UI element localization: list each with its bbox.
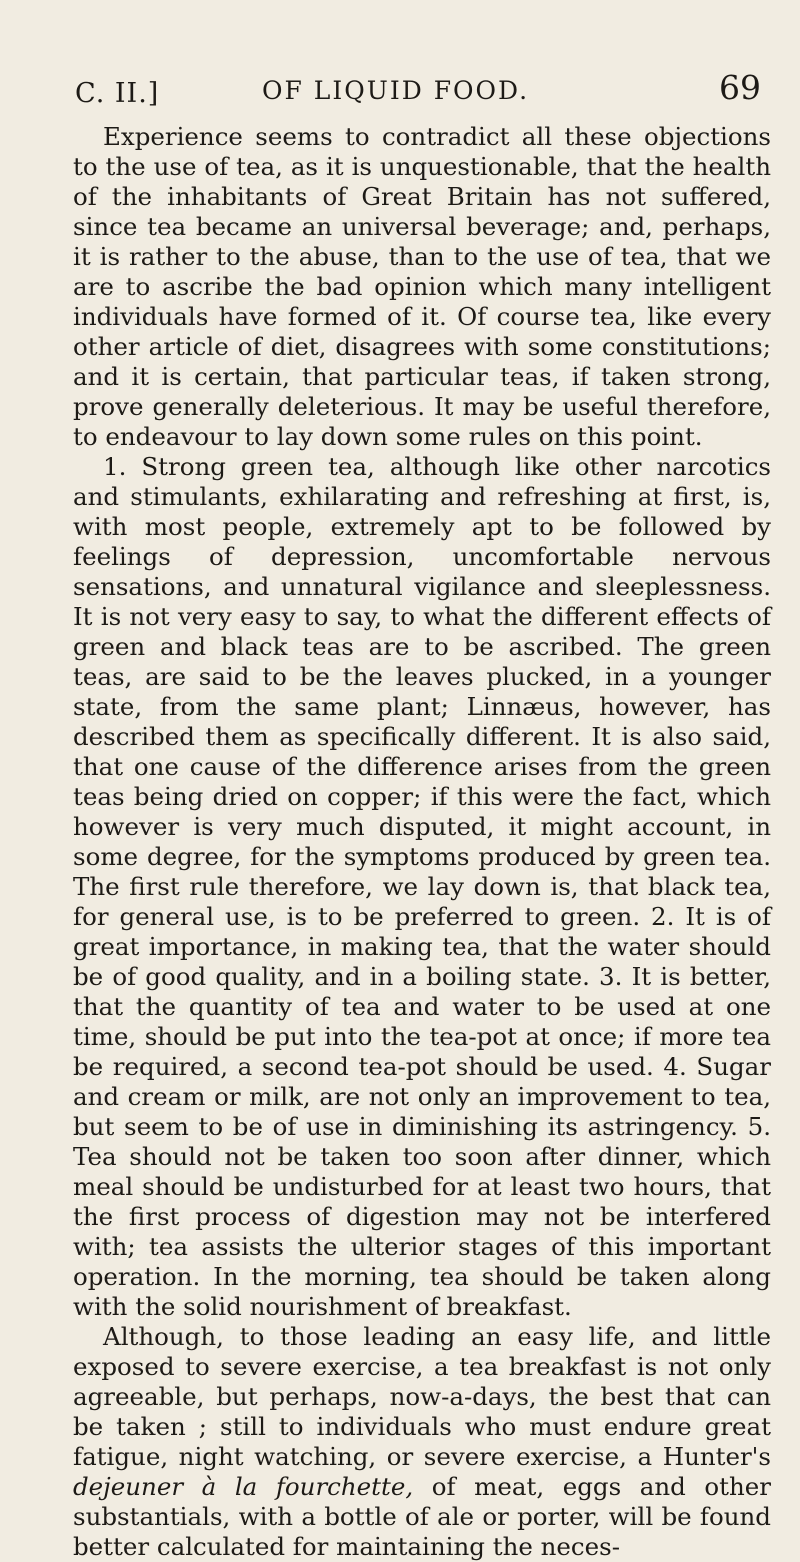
paragraph-experience: Experience seems to contradict all these objections to the use of tea, as it is unquestionable, that the health of the inhabitants of Great Britain has not suffered, since tea became an universal beverage; and, perhaps, it is rather to the abuse, than to the use of tea, that we are to ascribe the bad opinion which many intelligent individuals have formed of it. Of course tea, like every other article of diet, disagrees with some constitutions; and it is certain, that particular teas, if taken strong, prove generally deleterious. It may be useful therefore, to endeavour to lay down some rules on this point. xyxy=(73,122,771,451)
breakfast-text-end: of meat, eggs and other substantials, with a bottle of ale or porter, will be found better calculated for maintaining the neces- xyxy=(73,1472,771,1561)
page-body xyxy=(73,122,771,1562)
paragraph-breakfast xyxy=(73,1322,771,1562)
paragraph-rules: 1. Strong green tea, although like other narcotics and stimulants, exhilarating and refreshing at first, is, with most people, extremely apt to be followed by feelings of depression, uncomfortable nervous sensations, and unnatural vigilance and sleeplessness. It is not very easy to say, to what the different effects of green and black teas are to be ascribed. The green teas, are said to be the leaves plucked, in a younger state, from the same plant; Linnæus, however, has described them as specifically different. It is also said, that one cause of the difference arises from the green teas being dried on copper; if this were the fact, which however is very much disputed, it might account, in some degree, for the symptoms produced by green tea. The first rule therefore, we lay down is, that black tea, for general use, is to be preferred to green. 2. It is of great importance, in making tea, that the water should be of good quality, and in a boiling state. 3. It is better, that the quantity of tea and water to be used at one time, should be put into the tea-pot at once; if more tea be required, a second tea-pot should be used. 4. Sugar and cream or milk, are not only an improvement to tea, but seem to be of use in diminishing its astringency. 5. Tea should not be taken too soon after dinner, which meal should be undisturbed for at least two hours, that the first process of digestion may not be interfered with; tea assists the ulterior stages of this important operation. In the morning, tea should be taken along with the solid nourishment of breakfast. xyxy=(73,452,771,1321)
page-header xyxy=(0,68,800,118)
running-title: OF LIQUID FOOD. xyxy=(262,76,530,105)
page-number: 69 xyxy=(719,68,761,107)
chapter-marker: C. II.] xyxy=(75,78,160,109)
italic-phrase: dejeuner à la fourchette, xyxy=(73,1472,414,1501)
breakfast-text-start: Although, to those leading an easy life, and little exposed to severe exercise, a tea breakfast is not only agreeable, but perhaps, now-a-days, the best that can be taken ; still to individuals who must endure great fatigue, night watching, or severe exercise, a Hunter's xyxy=(73,1322,771,1471)
